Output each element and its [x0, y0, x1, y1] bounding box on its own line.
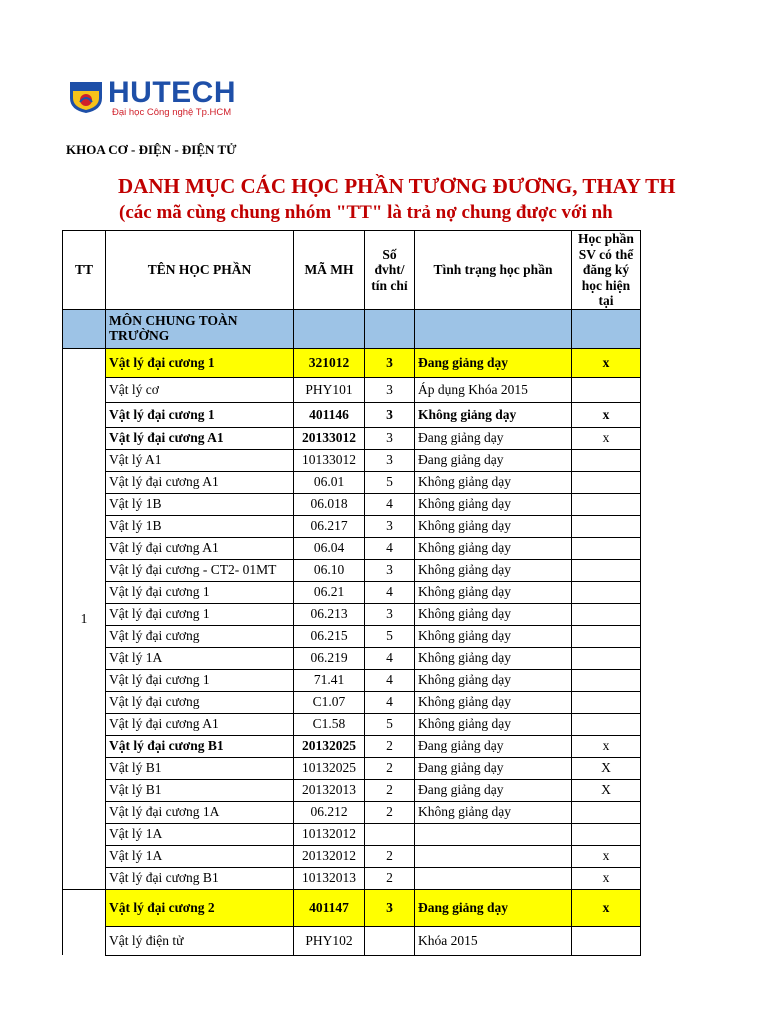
status: Đang giảng dạy	[415, 735, 572, 757]
credits: 4	[365, 493, 415, 515]
course-name: Vật lý cơ	[106, 377, 294, 402]
document-subtitle: (các mã cùng chung nhóm "TT" là trả nợ chung được với nh	[119, 202, 613, 223]
course-name: Vật lý đại cương A1	[106, 537, 294, 559]
table-row	[63, 889, 641, 926]
course-code: 06.212	[294, 801, 365, 823]
registrable-mark: x	[572, 889, 641, 926]
table-row	[63, 427, 641, 449]
course-name: Vật lý đại cương	[106, 625, 294, 647]
logo-name: HUTECH	[108, 76, 236, 109]
course-code: C1.58	[294, 713, 365, 735]
course-code: PHY101	[294, 377, 365, 402]
registrable-mark	[572, 449, 641, 471]
course-code: 20132012	[294, 845, 365, 867]
course-name: Vật lý 1A	[106, 845, 294, 867]
course-code: 20132013	[294, 779, 365, 801]
table-row	[63, 713, 641, 735]
status: Không giảng dạy	[415, 801, 572, 823]
registrable-mark	[572, 603, 641, 625]
course-name: Vật lý đại cương A1	[106, 713, 294, 735]
course-table	[62, 230, 641, 956]
course-code: 06.04	[294, 537, 365, 559]
course-name: Vật lý đại cương - CT2- 01MT	[106, 559, 294, 581]
credits: 3	[365, 348, 415, 377]
table-row	[63, 845, 641, 867]
registrable-mark	[572, 713, 641, 735]
credits: 4	[365, 691, 415, 713]
registrable-mark	[572, 559, 641, 581]
table-row	[63, 801, 641, 823]
course-name: Vật lý đại cương 1	[106, 669, 294, 691]
credits: 2	[365, 757, 415, 779]
header-status: Tình trạng học phần	[415, 231, 572, 310]
credits: 4	[365, 669, 415, 691]
header-course-name: TÊN HỌC PHẦN	[106, 231, 294, 310]
course-name: Vật lý đại cương 1A	[106, 801, 294, 823]
table-row	[63, 515, 641, 537]
course-name: Vật lý đại cương	[106, 691, 294, 713]
course-code: 06.213	[294, 603, 365, 625]
header-tt: TT	[63, 231, 106, 310]
status: Đang giảng dạy	[415, 757, 572, 779]
table-row	[63, 402, 641, 427]
course-name: Vật lý B1	[106, 757, 294, 779]
course-code: 06.217	[294, 515, 365, 537]
hutech-logo	[68, 78, 268, 118]
header-course-code: MÃ MH	[294, 231, 365, 310]
credits: 2	[365, 735, 415, 757]
credits: 2	[365, 779, 415, 801]
course-name: Vật lý đại cương 1	[106, 348, 294, 377]
table-row	[63, 581, 641, 603]
registrable-mark: x	[572, 845, 641, 867]
status: Đang giảng dạy	[415, 889, 572, 926]
status: Không giảng dạy	[415, 559, 572, 581]
status: Không giảng dạy	[415, 691, 572, 713]
course-name: Vật lý đại cương A1	[106, 471, 294, 493]
table-row	[63, 348, 641, 377]
course-name: Vật lý A1	[106, 449, 294, 471]
table-row	[63, 779, 641, 801]
registrable-mark	[572, 926, 641, 955]
status: Không giảng dạy	[415, 713, 572, 735]
course-code: 10132012	[294, 823, 365, 845]
registrable-mark: X	[572, 779, 641, 801]
credits: 3	[365, 559, 415, 581]
credits: 2	[365, 867, 415, 889]
course-code: 10132013	[294, 867, 365, 889]
course-name: Vật lý đại cương 1	[106, 603, 294, 625]
course-code: PHY102	[294, 926, 365, 955]
credits: 3	[365, 515, 415, 537]
status: Khóa 2015	[415, 926, 572, 955]
credits: 5	[365, 471, 415, 493]
table-header-row	[63, 231, 641, 310]
registrable-mark: x	[572, 867, 641, 889]
credits: 5	[365, 625, 415, 647]
table-row	[63, 757, 641, 779]
registrable-mark	[572, 537, 641, 559]
table-row	[63, 735, 641, 757]
course-code: 321012	[294, 348, 365, 377]
registrable-mark	[572, 647, 641, 669]
status: Đang giảng dạy	[415, 427, 572, 449]
course-code: 10133012	[294, 449, 365, 471]
credits: 3	[365, 889, 415, 926]
registrable-mark	[572, 669, 641, 691]
registrable-mark	[572, 377, 641, 402]
course-name: Vật lý B1	[106, 779, 294, 801]
status: Không giảng dạy	[415, 515, 572, 537]
course-name: Vật lý đại cương A1	[106, 427, 294, 449]
status	[415, 823, 572, 845]
status	[415, 867, 572, 889]
course-code: 10132025	[294, 757, 365, 779]
status: Đang giảng dạy	[415, 779, 572, 801]
department-heading: KHOA CƠ - ĐIỆN - ĐIỆN TỬ	[66, 142, 237, 157]
credits: 5	[365, 713, 415, 735]
table-row	[63, 867, 641, 889]
course-code: 20132025	[294, 735, 365, 757]
registrable-mark	[572, 471, 641, 493]
course-code: 20133012	[294, 427, 365, 449]
group-number: 1	[63, 348, 106, 889]
table-row	[63, 647, 641, 669]
credits: 2	[365, 801, 415, 823]
credits: 2	[365, 845, 415, 867]
registrable-mark	[572, 625, 641, 647]
credits: 3	[365, 377, 415, 402]
status: Không giảng dạy	[415, 669, 572, 691]
section-row	[63, 309, 641, 348]
course-code: 06.01	[294, 471, 365, 493]
status: Không giảng dạy	[415, 537, 572, 559]
table-row	[63, 377, 641, 402]
credits	[365, 823, 415, 845]
registrable-mark	[572, 581, 641, 603]
status: Không giảng dạy	[415, 647, 572, 669]
course-name: Vật lý 1B	[106, 515, 294, 537]
registrable-mark	[572, 515, 641, 537]
registrable-mark	[572, 801, 641, 823]
registrable-mark	[572, 823, 641, 845]
course-code: 06.018	[294, 493, 365, 515]
course-code: 06.215	[294, 625, 365, 647]
table-row	[63, 691, 641, 713]
status	[415, 845, 572, 867]
document-title: DANH MỤC CÁC HỌC PHẦN TƯƠNG ĐƯƠNG, THAY TH	[118, 174, 676, 198]
table-row	[63, 493, 641, 515]
header-registrable: Học phần SV có thể đăng ký học hiện tại	[572, 231, 641, 310]
table-row	[63, 449, 641, 471]
registrable-mark: x	[572, 402, 641, 427]
credits: 4	[365, 647, 415, 669]
credits: 4	[365, 581, 415, 603]
registrable-mark	[572, 493, 641, 515]
status: Không giảng dạy	[415, 493, 572, 515]
course-name: Vật lý điện tử	[106, 926, 294, 955]
course-name: Vật lý 1A	[106, 823, 294, 845]
header-credits: Số đvht/ tín chỉ	[365, 231, 415, 310]
course-code: 71.41	[294, 669, 365, 691]
course-name: Vật lý đại cương B1	[106, 867, 294, 889]
course-name: Vật lý đại cương 1	[106, 581, 294, 603]
course-name: Vật lý đại cương 1	[106, 402, 294, 427]
status: Không giảng dạy	[415, 581, 572, 603]
course-name: Vật lý 1A	[106, 647, 294, 669]
course-code: 401147	[294, 889, 365, 926]
course-code: 06.10	[294, 559, 365, 581]
table-row	[63, 625, 641, 647]
course-name: Vật lý 1B	[106, 493, 294, 515]
course-code: C1.07	[294, 691, 365, 713]
registrable-mark: x	[572, 735, 641, 757]
credits: 3	[365, 427, 415, 449]
registrable-mark	[572, 691, 641, 713]
course-code: 06.219	[294, 647, 365, 669]
status: Áp dụng Khóa 2015	[415, 377, 572, 402]
table-row	[63, 537, 641, 559]
course-code: 06.21	[294, 581, 365, 603]
section-title: MÔN CHUNG TOÀN TRƯỜNG	[106, 309, 294, 348]
course-name: Vật lý đại cương 2	[106, 889, 294, 926]
table-row	[63, 559, 641, 581]
hutech-shield-icon	[68, 80, 104, 114]
credits: 4	[365, 537, 415, 559]
status: Đang giảng dạy	[415, 449, 572, 471]
status: Đang giảng dạy	[415, 348, 572, 377]
credits: 3	[365, 603, 415, 625]
status: Không giảng dạy	[415, 625, 572, 647]
status: Không giảng dạy	[415, 471, 572, 493]
registrable-mark: x	[572, 348, 641, 377]
table-row	[63, 823, 641, 845]
course-name: Vật lý đại cương B1	[106, 735, 294, 757]
table-row	[63, 471, 641, 493]
status: Không giảng dạy	[415, 402, 572, 427]
group-number-cell	[63, 889, 106, 955]
logo-subtitle: Đại học Công nghệ Tp.HCM	[112, 107, 232, 118]
course-code: 401146	[294, 402, 365, 427]
credits: 3	[365, 402, 415, 427]
registrable-mark: X	[572, 757, 641, 779]
status: Không giảng dạy	[415, 603, 572, 625]
table-row	[63, 926, 641, 955]
credits	[365, 926, 415, 955]
table-row	[63, 669, 641, 691]
credits: 3	[365, 449, 415, 471]
table-row	[63, 603, 641, 625]
registrable-mark: x	[572, 427, 641, 449]
